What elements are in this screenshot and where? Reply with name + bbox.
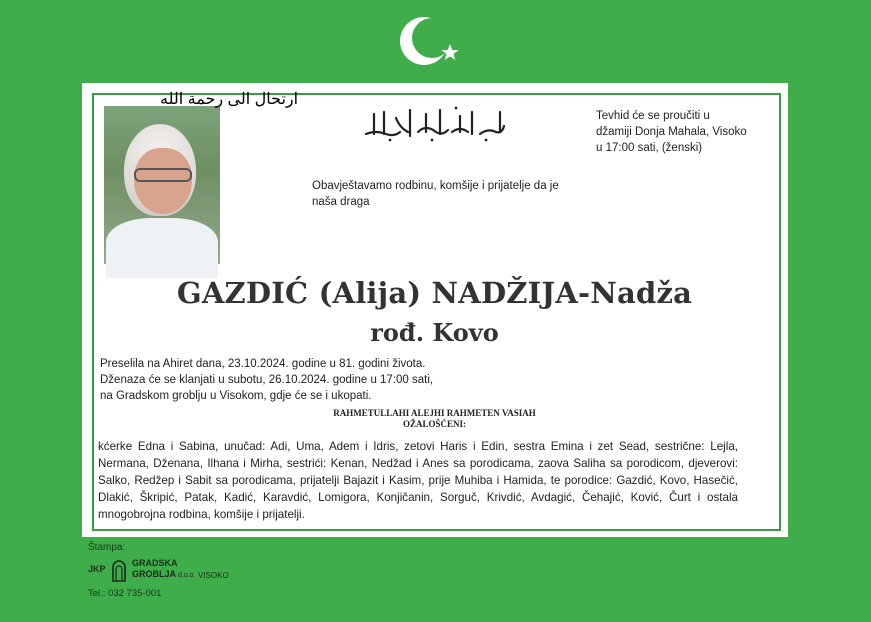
tevhid-line: Tevhid će se proučiti u [596, 110, 710, 122]
logo-name-1: GRADSKA [132, 558, 178, 568]
tombstone-icon [110, 558, 128, 582]
notice-line: naša draga [312, 196, 370, 208]
details-line: Preselila na Ahiret dana, 23.10.2024. godine u 81. godini života. [100, 358, 426, 370]
printer-label: Štampa: [88, 542, 126, 553]
crescent-star-icon [398, 10, 460, 72]
arabic-calligraphy [160, 91, 508, 146]
mourners-heading: OŽALOŠĆENI: [402, 419, 466, 429]
logo-city: VISOKO [198, 571, 229, 580]
mourners-list: kćerke Edna i Sabina, unučad: Adi, Uma, Adem i Idris, zetovi Haris i Edin, sestra Emina i zet Sead, sestrične: Lejla, Nermana, Dženana, Ilhana i Mirha, sestrići: Kenan, Nedžad i Anes sa porodicama, zaova Saliha sa porodicom, djeverovi: Salko, Redžep i Sabit sa porodicama, prijatelji Bajazit i Kasim, prije Muhiba i Hamida, te porodice: Gazdić, Kovo, Hasečić, Dlakić, Škripić, Patak, Kadić, Karavdić, Lomigora, Konjičanin, Sorguč, Krivdić, Avdagić, Čehajić, Ković, Čurt i ostala mnogobrojna rodbina, komšije i prijatelji. [98, 440, 738, 521]
notice-line: Obavještavamo rodbinu, komšije i prijatelje da je [312, 180, 559, 192]
calligraphy-text: ارتحال الى رحمة الله [160, 91, 299, 108]
tevhid-line: džamiji Donja Mahala, Visoko [596, 126, 747, 138]
prayer-line: RAHMETULLAHI ALEJHI RAHMETEN VASIAH [333, 408, 536, 418]
funeral-details [100, 356, 520, 404]
maiden-name: rođ. Kovo [370, 318, 499, 347]
tevhid-line: u 17:00 sati, (ženski) [596, 142, 703, 154]
details-line: Dženaza će se klanjati u subotu, 26.10.2024. godine u 17:00 sati, [100, 374, 434, 386]
notice-text [312, 178, 582, 210]
logo-jkp: JKP [88, 564, 106, 574]
logo-doo: d.o.o. [178, 572, 196, 579]
printer-phone: Tel.: 032 735-001 [88, 588, 162, 599]
logo-name-2: GROBLJA [132, 569, 177, 579]
deceased-name: GAZDIĆ (Alija) NADŽIJA-Nadža [176, 276, 693, 310]
deceased-photo [104, 106, 220, 264]
prayer-heading [92, 408, 777, 430]
details-line: na Gradskom groblju u Visokom, gdje će se i ukopati. [100, 390, 372, 402]
tevhid-info [596, 108, 766, 156]
printer-logo [88, 558, 248, 584]
